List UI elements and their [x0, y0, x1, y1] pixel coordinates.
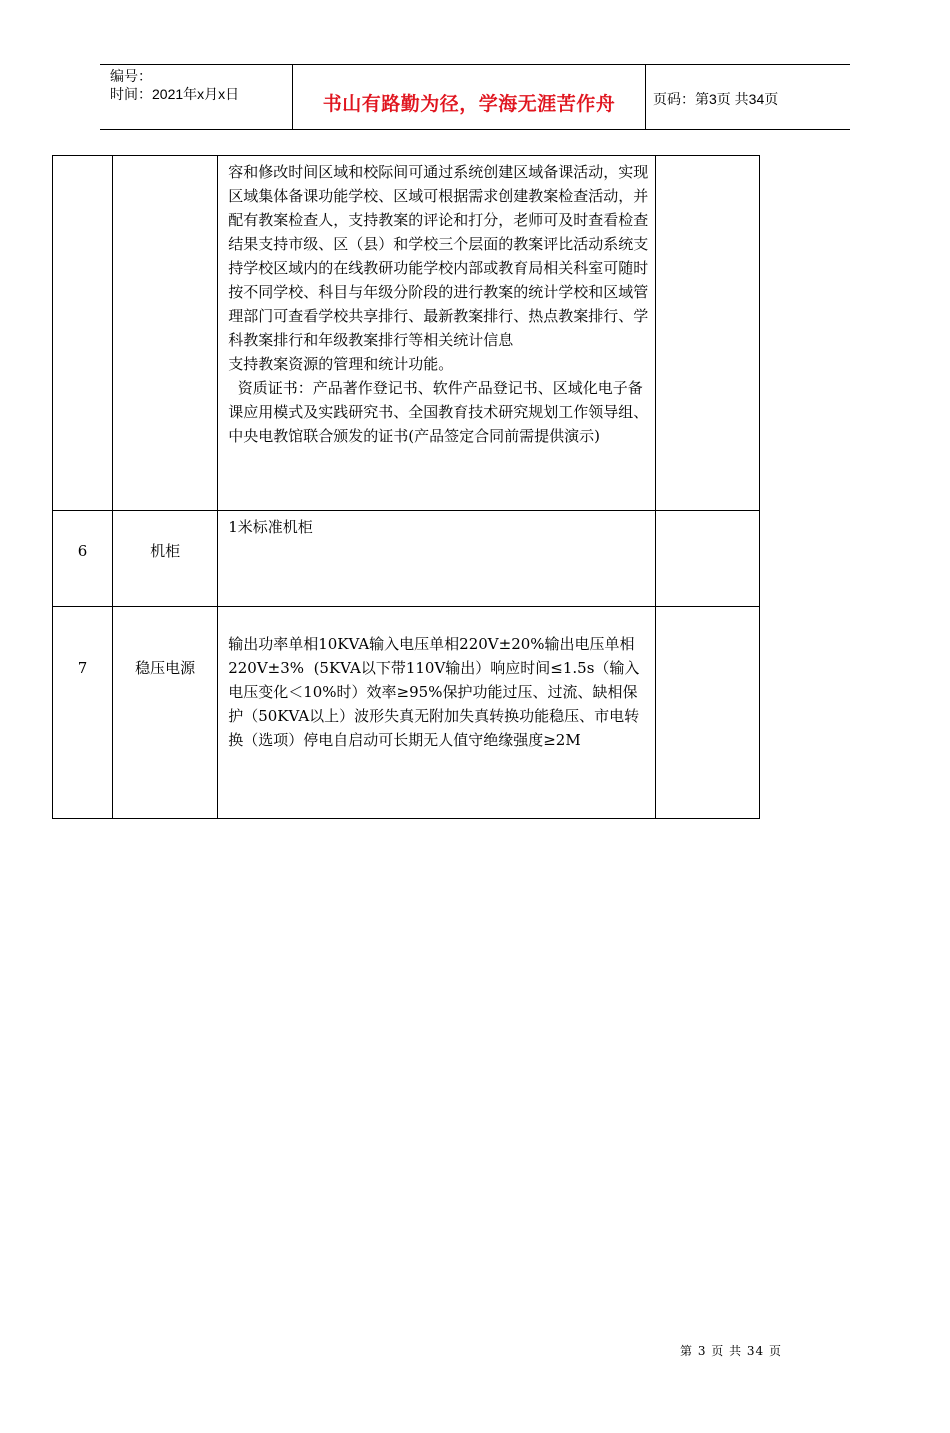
description-cell: [218, 156, 656, 511]
description-paragraph: 输出功率单相10KVA输入电压单相220V±20%输出电压单相220V±3% (5KVA以下带110V输出）响应时间≤1.5s（输入电压变化＜10%时）效率≥95%保护功能过压、过流、缺相保护（50KVA以上）波形失真无附加失真转换功能稳压、市电转换（选项）停电自启动可长期无人值守绝缘强度≥2M: [228, 635, 640, 749]
serial-number-label: 编号：: [110, 68, 152, 84]
spec-table: [52, 155, 760, 819]
description-paragraph: 1米标准机柜: [228, 518, 313, 536]
description-paragraph: 资质证书：产品著作登记书、软件产品登记书、区域化电子备课应用模式及实践研究书、全国教育技术研究规划工作领导组、中央电教馆联合颁发的证书(产品签定合同前需提供演示): [228, 379, 649, 445]
item-name-cell: 机柜: [113, 511, 218, 607]
note-cell: [655, 156, 759, 511]
description-cell: [218, 607, 656, 819]
description-paragraph: 容和修改时间区域和校际间可通过系统创建区域备课活动，实现区域集体备课功能学校、区域可根据需求创建教案检查活动，并配有教案检查人，支持教案的评论和打分，老师可及时查看检查结果支持市级、区（县）和学校三个层面的教案评比活动系统支持学校区域内的在线教研功能学校内部或教育局相关科室可随时按不同学校、科目与年级分阶段的进行教案的统计学校和区域管理部门可查看学校共享排行、最新教案排行、热点教案排行、学科教案排行和年级教案排行等相关统计信息: [228, 163, 649, 349]
page-footer: 第 3 页 共 34 页: [680, 1344, 782, 1358]
item-name-cell: 稳压电源: [113, 607, 218, 819]
table-row: [53, 156, 760, 511]
header-motto-cell: [293, 65, 646, 129]
row-number-cell: 7: [53, 607, 113, 819]
header-page-label: 页码：第3页 共34页: [653, 91, 779, 107]
row-number-cell: 6: [53, 511, 113, 607]
item-name-cell: [113, 156, 218, 511]
note-cell: [655, 607, 759, 819]
header-meta-cell: [100, 65, 293, 129]
description-cell: [218, 511, 656, 607]
row-number-cell: [53, 156, 113, 511]
table-row: [53, 607, 760, 819]
header-motto: 书山有路勤为径，学海无涯苦作舟: [322, 93, 616, 115]
note-cell: [655, 511, 759, 607]
table-row: [53, 511, 760, 607]
time-label: 时间：2021年x月x日: [110, 86, 240, 102]
document-header: [100, 64, 850, 130]
description-paragraph: 支持教案资源的管理和统计功能。: [228, 355, 454, 373]
